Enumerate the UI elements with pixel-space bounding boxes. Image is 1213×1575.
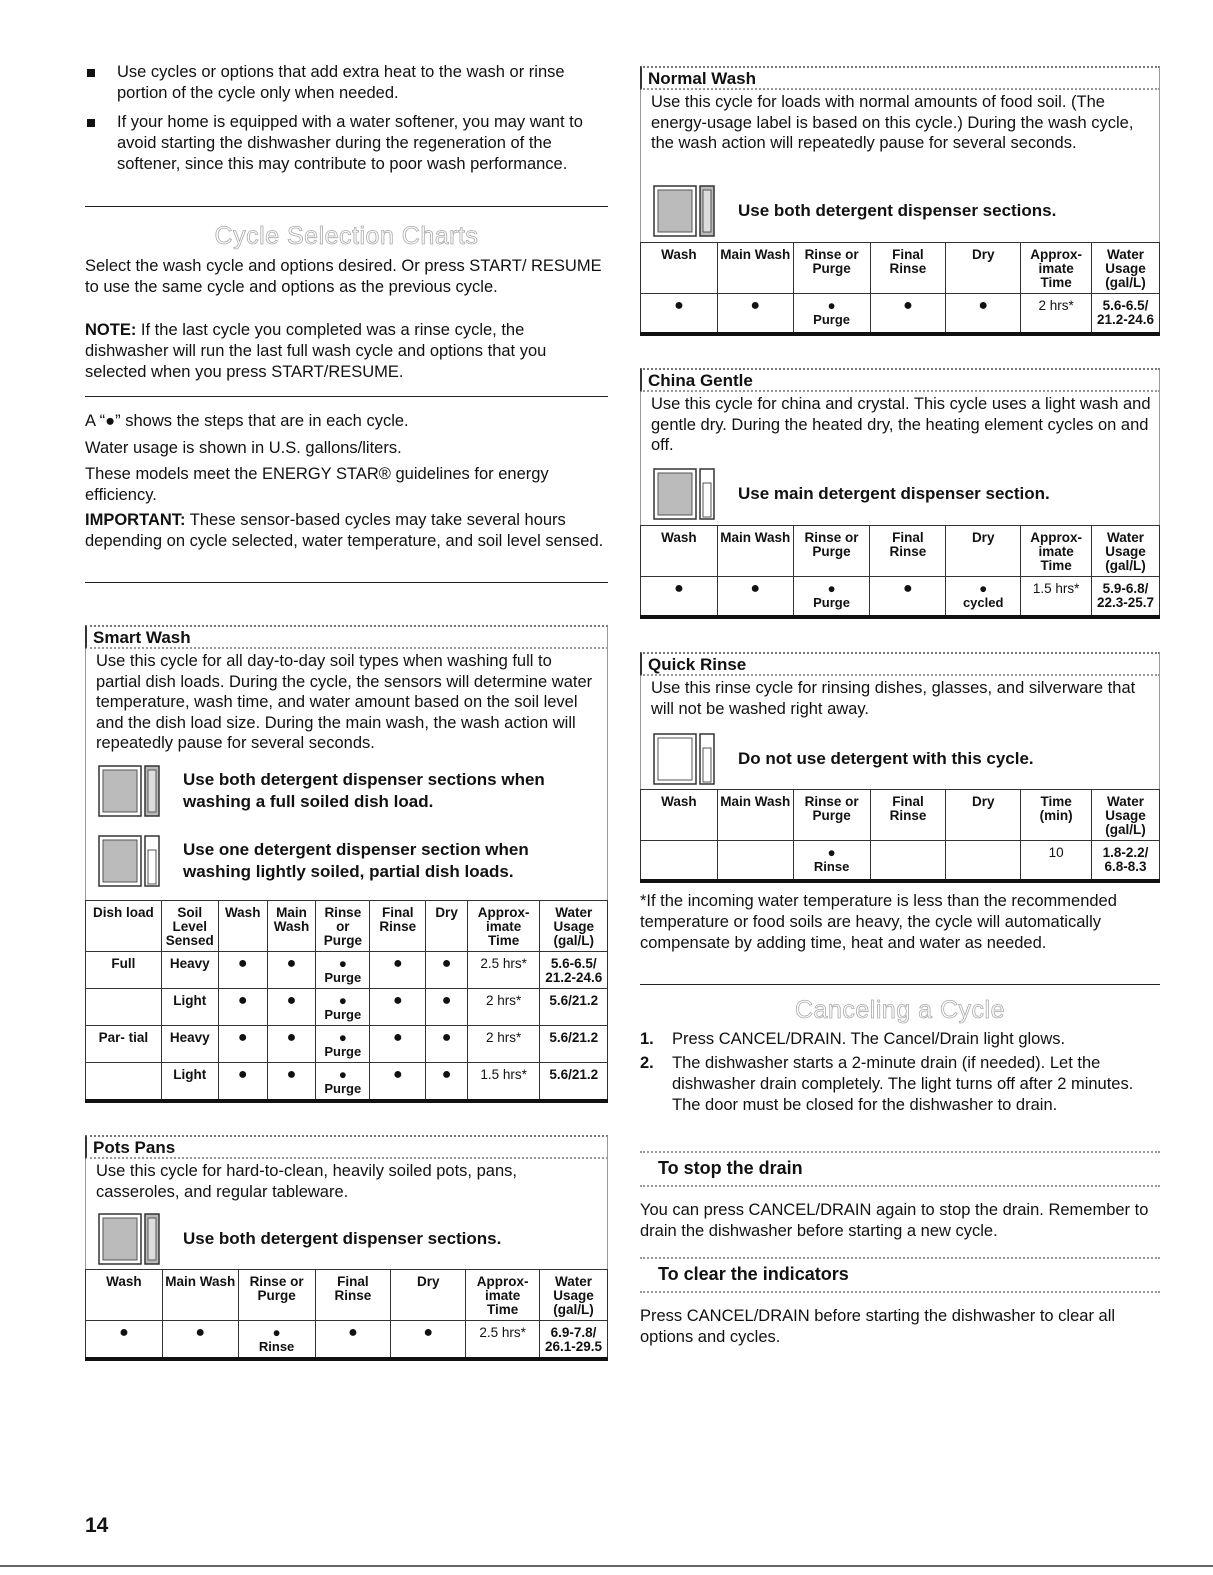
page-bottom-rule (0, 1565, 1213, 1567)
stop-drain-text: You can press CANCEL/DRAIN again to stop the drain. Remember to drain the dishwasher before starting a new cycle. (640, 1201, 1149, 1240)
clear-indicators-heading: To clear the indicators (640, 1257, 1160, 1293)
smart-wash-detergent-one (95, 832, 583, 890)
column-header: Water Usage (gal/L) (1092, 790, 1160, 841)
dot-legend-text: A “●” shows the steps that are in each cycle. (85, 412, 409, 430)
quick-rinse-description: Use this rinse cycle for rinsing dishes, glasses, and silverware that will not be washed right away. (640, 676, 1160, 789)
clear-indicators-text: Press CANCEL/DRAIN before starting the dishwasher to clear all options and cycles. (640, 1307, 1116, 1346)
column-header: Water Usage (gal/L) (1092, 243, 1160, 294)
detergent-instruction: Do not use detergent with this cycle. (738, 749, 1034, 768)
detergent-dispenser-empty-icon (650, 730, 718, 788)
cancel-steps-list (640, 1029, 1160, 1119)
column-header: Approx- imate Time (1021, 526, 1092, 577)
column-header: Rinse or Purge (793, 526, 870, 577)
page-number: 14 (85, 1514, 109, 1537)
column-header: Main Wash (267, 901, 316, 952)
detergent-instruction: Use both detergent dispenser sections. (738, 201, 1057, 220)
column-header: Approx- imate Time (1021, 243, 1092, 294)
column-header: Final Rinse (870, 790, 946, 841)
column-header: Wash (641, 790, 718, 841)
column-header: Approx- imate Time (467, 901, 540, 952)
china-gentle-detergent (650, 465, 1138, 523)
table-header-row (641, 526, 1160, 577)
detergent-instruction: Use main detergent dispenser section. (738, 484, 1050, 503)
column-header: Dry (946, 243, 1021, 294)
detergent-dispenser-both-icon (95, 762, 163, 820)
china-gentle-title: China Gentle (640, 368, 1160, 392)
important-paragraph: IMPORTANT: These sensor-based cycles may take several hours depending on cycle selected, water temperature, and soil level sensed. (85, 511, 604, 550)
table-row: ● ● ● Purge ● ● cycled 1.5 hrs* 5.9-6.8/ 22.3-25.7 (641, 577, 1160, 617)
divider (85, 206, 608, 207)
detergent-dispenser-both-icon (95, 1210, 163, 1268)
column-header: Main Wash (162, 1270, 238, 1321)
water-usage-note: Water usage is shown in U.S. gallons/liters. (85, 439, 402, 457)
table-header-row (86, 901, 608, 952)
table-header-row (641, 243, 1160, 294)
quick-rinse-detergent (650, 730, 1138, 788)
select-paragraph: Select the wash cycle and options desired. Or press START/ RESUME to use the same cycle and options as the previous cycle. (85, 257, 602, 296)
column-header: Dry (426, 901, 468, 952)
quick-rinse-table (640, 789, 1160, 883)
footnote: *If the incoming water temperature is less than the recommended temperature or food soils are heavy, the cycle will automatically compensate by adding time, heat and water as needed. (640, 892, 1117, 952)
divider (85, 582, 608, 583)
column-header: Rinse or Purge (793, 790, 870, 841)
intro-bullet: Use cycles or options that add extra heat to the wash or rinse portion of the cycle only when needed. (85, 62, 608, 104)
stop-drain-heading: To stop the drain (640, 1151, 1160, 1187)
canceling-heading: Canceling a Cycle (795, 996, 1005, 1024)
table-row: ● Rinse 10 1.8-2.2/ 6.8-8.3 (641, 841, 1160, 881)
normal-wash-title: Normal Wash (640, 66, 1160, 90)
pots-pans-detergent (95, 1210, 583, 1268)
divider (85, 396, 608, 397)
table-row: Light ● ● ● Purge ● ● 1.5 hrs* 5.6/21.2 (86, 1063, 608, 1102)
column-header: Water Usage (gal/L) (540, 1270, 608, 1321)
detergent-dispenser-both-icon (650, 182, 718, 240)
table-row: ● ● ● Purge ● ● 2 hrs* 5.6-6.5/ 21.2-24.6 (641, 294, 1160, 334)
column-header: Wash (218, 901, 267, 952)
note-paragraph: NOTE: If the last cycle you completed was a rinse cycle, the dishwasher will run the last full wash cycle and options that you selected when you press START/RESUME. (85, 321, 547, 381)
table-row: Par- tial Heavy ● ● ● Purge ● ● 2 hrs* 5.6/21.2 (86, 1026, 608, 1063)
column-header: Wash (641, 526, 718, 577)
column-header: Dish load (86, 901, 162, 952)
column-header: Main Wash (717, 790, 793, 841)
column-header: Final Rinse (315, 1270, 391, 1321)
detergent-dispenser-main-icon (95, 832, 163, 890)
smart-wash-title: Smart Wash (85, 625, 608, 649)
column-header: Main Wash (717, 526, 793, 577)
table-row: Full Heavy ● ● ● Purge ● ● 2.5 hrs* 5.6-6.5/ 21.2-24.6 (86, 952, 608, 989)
list-item: 1. Press CANCEL/DRAIN. The Cancel/Drain light glows. (640, 1030, 1066, 1048)
important-label: IMPORTANT: (85, 511, 186, 529)
intro-bullet: If your home is equipped with a water softener, you may want to avoid starting the dishwasher during the regeneration of the softener, since this may contribute to poor wash performance. (85, 112, 608, 175)
column-header: Rinse or Purge (793, 243, 870, 294)
table-header-row (641, 790, 1160, 841)
intro-bullet-list (85, 62, 608, 183)
pots-pans-title: Pots Pans (85, 1135, 608, 1159)
pots-pans-description: Use this cycle for hard-to-clean, heavily soiled pots, pans, casseroles, and regular tableware. (85, 1159, 608, 1269)
column-header: Water Usage (gal/L) (540, 901, 608, 952)
column-header: Approx- imate Time (466, 1270, 540, 1321)
column-header: Wash (641, 243, 718, 294)
bullet-square-icon (87, 119, 95, 127)
normal-wash-description: Use this cycle for loads with normal amounts of food soil. (The energy-usage label is based on this cycle.) During the wash cycle, the wash action will repeatedly pause for several seconds. (640, 90, 1160, 242)
column-header: Final Rinse (870, 243, 946, 294)
bullet-square-icon (87, 69, 95, 77)
column-header: Dry (946, 526, 1021, 577)
column-header: Dry (391, 1270, 466, 1321)
list-item: 2. The dishwasher starts a 2-minute drain (if needed). Let the dishwasher drain completely. The light turns off after 2 minutes. The door must be closed for the dishwasher to drain. (640, 1054, 1134, 1114)
column-header: Time (min) (1021, 790, 1092, 841)
detergent-instruction: Use both detergent dispenser sections when washing a full soiled dish load. (183, 770, 545, 811)
column-header: Wash (86, 1270, 163, 1321)
detergent-instruction: Use both detergent dispenser sections. (183, 1229, 502, 1248)
cycle-selection-heading: Cycle Selection Charts (214, 222, 479, 250)
energy-star-note: These models meet the ENERGY STAR® guidelines for energy efficiency. (85, 465, 549, 504)
column-header: Final Rinse (370, 901, 426, 952)
table-row: Light ● ● ● Purge ● ● 2 hrs* 5.6/21.2 (86, 989, 608, 1026)
table-row: ● ● ● Rinse ● ● 2.5 hrs* 6.9-7.8/ 26.1-29.5 (86, 1321, 608, 1360)
china-gentle-table (640, 525, 1160, 619)
smart-wash-table (85, 900, 608, 1103)
table-header-row (86, 1270, 608, 1321)
detergent-instruction: Use one detergent dispenser section when washing lightly soiled, partial dish loads. (183, 840, 529, 881)
column-header: Rinse or Purge (316, 901, 370, 952)
note-label: NOTE: (85, 321, 137, 339)
china-gentle-description: Use this cycle for china and crystal. This cycle uses a light wash and gentle dry. During the heated dry, the heating element cycles on and off. (640, 392, 1160, 525)
quick-rinse-title: Quick Rinse (640, 652, 1160, 676)
column-header: Dry (946, 790, 1021, 841)
smart-wash-description: Use this cycle for all day-to-day soil types when washing full to partial dish loads. During the cycle, the sensors will determine water temperature, wash time, and water amount based on the soil level and the dish load size. During the main wash, the wash action will repeatedly pause for several seconds. (85, 649, 608, 900)
column-header: Soil Level Sensed (161, 901, 218, 952)
smart-wash-detergent-both (95, 762, 583, 820)
pots-pans-table (85, 1269, 608, 1361)
divider (640, 984, 1160, 985)
normal-wash-detergent (650, 182, 1138, 240)
column-header: Rinse or Purge (238, 1270, 315, 1321)
column-header: Main Wash (717, 243, 793, 294)
column-header: Water Usage (gal/L) (1092, 526, 1160, 577)
column-header: Final Rinse (870, 526, 946, 577)
normal-wash-table (640, 242, 1160, 336)
detergent-dispenser-main-icon (650, 465, 718, 523)
